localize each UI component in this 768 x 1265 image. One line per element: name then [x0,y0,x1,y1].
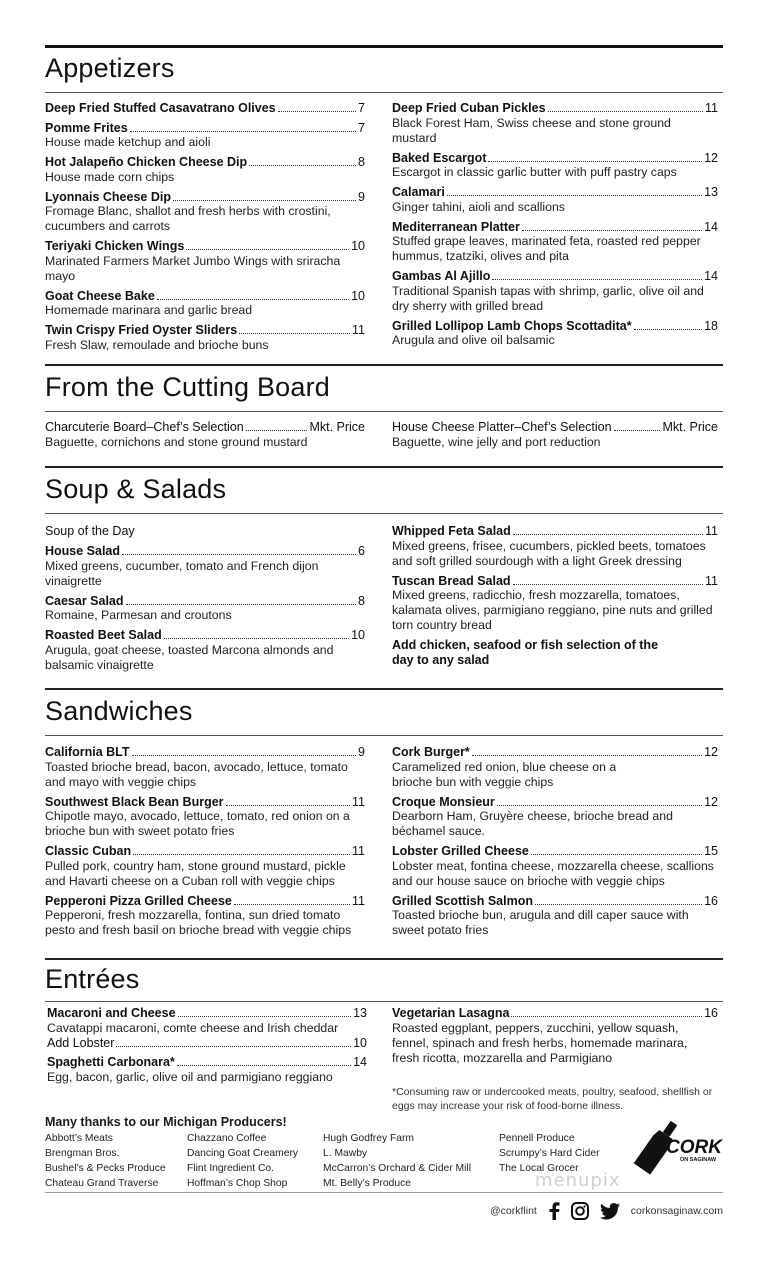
item-description: Escargot in classic garlic butter with puff pastry caps [392,165,677,179]
menu-item [45,844,365,889]
entrees-left-column [47,1006,367,1090]
addon-price: 10 [353,1035,367,1050]
producer-name: Hoffman’s Chop Shop [187,1178,288,1189]
menu-item [47,1055,367,1085]
producer-name: The Local Grocer [499,1163,579,1174]
leader-dots [278,111,356,112]
item-price: 11 [705,573,718,588]
footer-social-bar [490,1200,723,1222]
item-name: Pomme Frites [45,120,128,135]
producer-name: Pennell Produce [499,1133,575,1144]
item-price: 14 [704,219,718,234]
leader-dots [249,165,356,166]
cork-logo [636,1116,722,1176]
leader-dots [548,111,703,112]
item-name: Lyonnais Cheese Dip [45,189,171,204]
menu-item [392,574,718,634]
producer-name: Chazzano Coffee [187,1133,267,1144]
item-price: 11 [352,844,365,858]
item-description: Pulled pork, country ham, stone ground mustard, pickle and Havarti cheese on a Cuban roll with veggie chips [45,858,346,888]
leader-dots [634,329,703,330]
item-description: Baguette, wine jelly and port reduction [392,434,601,449]
item-description: Baguette, cornichons and stone ground mustard [45,434,308,449]
entrees-right-column [392,1006,718,1071]
item-description: Fromage Blanc, shallot and fresh herbs with crostini, cucumbers and carrots [45,204,331,233]
item-price: 16 [704,893,718,908]
item-name: Hot Jalapeño Chicken Cheese Dip [45,155,248,169]
menu-item [45,795,365,840]
item-price: 11 [352,323,365,337]
item-price: 11 [352,893,365,908]
item-name: Charcuterie Board–Chef’s Selection [45,420,244,434]
item-description: Stuffed grape leaves, marinated feta, roasted red pepper hummus, tzatziki, olives and pita [392,234,701,263]
menu-item [45,628,365,673]
item-price: 18 [704,318,718,333]
item-description: Dearborn Ham, Gruyère cheese, brioche bread and béchamel sauce. [392,809,673,838]
menu-item [47,1006,367,1050]
item-price: 7 [358,101,365,115]
item-description: Caramelized red onion, blue cheese on a brioche bun with veggie chips [392,759,617,789]
producer-name: Scrumpy’s Hard Cider [499,1148,600,1159]
leader-dots [178,1016,352,1017]
menu-item [45,289,365,319]
item-name: Spaghetti Carbonara* [47,1055,175,1069]
item-description: Mixed greens, frisee, cucumbers, pickled beets, tomatoes and soft grilled sourdough with a light Greek dressing [392,538,706,568]
item-name: California BLT [45,745,130,759]
item-name: Cork Burger* [392,745,470,759]
leader-dots [472,755,702,756]
item-description: Mixed greens, cucumber, tomato and French dijon vinaigrette [45,558,319,588]
cutting-board-right-column [392,420,718,455]
item-price: 11 [352,794,365,809]
item-name: Mediterranean Platter [392,219,520,234]
leader-dots [246,430,308,431]
producer-name: Chateau Grand Traverse [45,1178,159,1189]
item-name: Southwest Black Bean Burger [45,794,224,809]
menu-item [392,844,718,889]
leader-dots [614,430,661,431]
item-description: Pepperoni, fresh mozzarella, fontina, sun dried tomato pesto and fresh basil on brioche bread with veggie chips [45,908,352,937]
leader-dots [157,299,349,300]
item-price: 12 [704,794,718,809]
item-description: Toasted brioche bun, arugula and dill caper sauce with sweet potato fries [392,908,689,937]
item-description: Cavatappi macaroni, comte cheese and Irish cheddar [47,1020,339,1035]
item-description: House made corn chips [45,169,175,184]
consumer-advisory: *Consuming raw or undercooked meats, poultry, seafood, shellfish or eggs may increase your risk of food-borne illness. [392,1086,713,1112]
producer-name: Dancing Goat Creamery [187,1148,299,1159]
menu-item [392,745,718,790]
menu-item [392,420,718,450]
leader-dots [531,854,702,855]
item-price: 6 [358,544,365,558]
item-price: 7 [358,120,365,135]
item-name: Deep Fried Stuffed Casavatrano Olives [45,101,276,115]
item-description: Ginger tahini, aioli and scallions [392,199,565,214]
menu-item [45,101,365,116]
item-price: 9 [358,745,365,759]
item-description: Black Forest Ham, Swiss cheese and stone ground mustard [392,115,671,145]
producer-name: Bushel’s & Pecks Produce [45,1163,166,1174]
producer-name: Mt. Belly’s Produce [323,1178,411,1189]
menu-item [45,544,365,589]
leader-dots [226,805,351,806]
producer-name: Hugh Godfrey Farm [323,1133,414,1144]
menu-item [45,190,365,235]
item-description: Fresh Slaw, remoulade and brioche buns [45,337,269,352]
item-description: Traditional Spanish tapas with shrimp, garlic, olive oil and dry sherry with grilled bread [392,283,704,313]
item-name: Twin Crispy Fried Oyster Sliders [45,323,238,337]
cutting-board-left-column [45,420,365,455]
leader-dots [488,161,702,162]
item-name: Deep Fried Cuban Pickles [392,101,546,115]
add-protein-note [392,638,718,668]
item-price: 9 [358,189,365,204]
leader-dots [535,904,702,905]
item-name: Baked Escargot [392,150,487,165]
leader-dots [173,200,356,201]
item-description: Homemade marinara and garlic bread [45,303,253,317]
leader-dots [164,638,349,639]
item-name: Goat Cheese Bake [45,288,155,303]
social-handle[interactable]: @corkflint [490,1205,537,1217]
instagram-icon[interactable] [571,1202,589,1220]
website-link[interactable]: corkonsaginaw.com [630,1205,723,1217]
leader-dots [511,1016,702,1017]
addon-name: Add Lobster [47,1035,115,1050]
menu-item [392,220,718,265]
item-name: Caesar Salad [45,593,124,608]
appetizers-right-column [392,101,718,353]
item-price: 16 [704,1006,718,1020]
leader-dots [126,604,357,605]
logo-word: CORK [666,1137,722,1158]
soup-salads-right-column [392,524,718,673]
leader-dots [132,755,357,756]
menu-item [392,269,718,314]
item-name: Grilled Scottish Salmon [392,893,533,908]
leader-dots [497,805,702,806]
leader-dots [234,904,350,905]
item-price: 14 [704,269,718,283]
facebook-icon[interactable] [548,1202,560,1220]
item-price: 10 [351,628,365,642]
leader-dots [122,554,356,555]
menu-item [392,319,718,349]
soup-salads-title: Soup & Salads [45,474,227,504]
appetizers-title: Appetizers [45,53,175,83]
producers-title: Many thanks to our Michigan Producers! [45,1115,287,1129]
soup-salads-left-column [45,524,365,678]
menu-item [45,323,365,353]
item-price: 15 [704,844,718,858]
item-description: Egg, bacon, garlic, olive oil and parmigiano reggiano [47,1069,333,1084]
leader-dots [239,333,350,334]
entrees-title: Entrées [45,964,140,994]
leader-dots [492,279,702,280]
leader-dots [130,131,356,132]
twitter-icon[interactable] [600,1203,620,1220]
producer-name: Flint Ingredient Co. [187,1163,274,1174]
item-name: Lobster Grilled Cheese [392,844,529,858]
item-name: Calamari [392,185,445,199]
item-description: Chipotle mayo, avocado, lettuce, tomato, red onion on a brioche bun with sweet potato fries [45,809,350,838]
item-name: Roasted Beet Salad [45,628,162,642]
item-price: 11 [705,524,718,538]
menu-item [392,101,718,146]
leader-dots [177,1065,351,1066]
appetizers-left-column [45,101,365,358]
item-description: Arugula and olive oil balsamic [392,333,555,347]
item-price: 11 [705,101,718,115]
item-name: Vegetarian Lasagna [392,1006,510,1020]
item-description: Toasted brioche bread, bacon, avocado, lettuce, tomato and mayo with veggie chips [45,759,348,789]
item-description: Romaine, Parmesan and croutons [45,608,232,622]
menu-item [45,420,365,450]
producers-column-2 [187,1131,298,1191]
item-description: Marinated Farmers Market Jumbo Wings with sriracha mayo [45,253,341,283]
leader-dots [116,1046,351,1047]
sandwiches-left-column [45,745,365,943]
item-price: 12 [704,150,718,165]
item-description: Roasted eggplant, peppers, zucchini, yellow squash, fennel, spinach and fresh herbs, homemade marinara, fresh ricotta, mozzarella and Parmigiano [392,1020,688,1065]
item-price: 10 [351,239,365,253]
leader-dots [522,230,702,231]
item-description: House made ketchup and aioli [45,135,211,149]
item-description: Mixed greens, radicchio, fresh mozzarella, tomatoes, kalamata olives, parmigiano reggiano, pine nuts and grilled torn country bread [392,588,713,632]
wine-bottle-icon [636,1116,722,1176]
menu-item [45,894,365,939]
watermark-text: menupix [535,1170,621,1191]
item-price: 13 [704,185,718,199]
producer-name: McCarron’s Orchard & Cider Mill [323,1163,472,1174]
item-name: Grilled Lollipop Lamb Chops Scottadita* [392,318,632,333]
item-price: 13 [353,1006,367,1020]
menu-item [392,524,718,569]
item-name: Whipped Feta Salad [392,524,511,538]
item-price: 8 [358,593,365,608]
producers-column-1 [45,1131,166,1191]
soup-of-the-day: Soup of the Day [45,524,135,538]
item-name: Tuscan Bread Salad [392,573,511,588]
menu-item [45,524,365,539]
item-name: Macaroni and Cheese [47,1006,176,1020]
item-description: Arugula, goat cheese, toasted Marcona almonds and balsamic vinaigrette [45,642,334,672]
menu-item [45,121,365,151]
menu-item [392,894,718,939]
item-name: Teriyaki Chicken Wings [45,239,185,253]
item-name: Gambas Al Ajillo [392,269,491,283]
item-price: 10 [351,288,365,303]
menu-item [392,1006,718,1066]
sandwiches-title: Sandwiches [45,696,193,726]
item-name: Pepperoni Pizza Grilled Cheese [45,893,232,908]
add-protein-text: Add chicken, seafood or fish selection of the day to any salad [392,638,659,667]
menu-item [392,151,718,181]
menu-item [45,594,365,624]
item-price: 8 [358,155,365,169]
item-name: Classic Cuban [45,844,132,858]
sandwiches-right-column [392,745,718,943]
producer-name: L. Mawby [323,1148,368,1159]
producer-name: Brengman Bros. [45,1148,120,1159]
menu-item [392,795,718,840]
item-description: Lobster meat, fontina cheese, mozzarella cheese, scallions and our house sauce on brioche with veggie chips [392,858,714,888]
cutting-board-title: From the Cutting Board [45,372,331,402]
menu-item [45,745,365,790]
item-name: Croque Monsieur [392,794,495,809]
leader-dots [186,249,349,250]
leader-dots [447,195,702,196]
item-price: Mkt. Price [662,420,718,434]
menu-item [45,239,365,284]
menu-item [45,155,365,185]
producers-column-3 [323,1131,471,1191]
item-name: House Salad [45,544,121,558]
item-price: Mkt. Price [309,420,365,434]
leader-dots [513,534,703,535]
logo-subtitle: ON SAGINAW [680,1157,717,1163]
item-price: 14 [353,1055,367,1069]
item-name: House Cheese Platter–Chef’s Selection [392,420,612,434]
leader-dots [513,584,703,585]
item-price: 12 [704,745,718,759]
producer-name: Abbott’s Meats [45,1133,113,1144]
leader-dots [133,854,350,855]
menu-item [392,185,718,215]
